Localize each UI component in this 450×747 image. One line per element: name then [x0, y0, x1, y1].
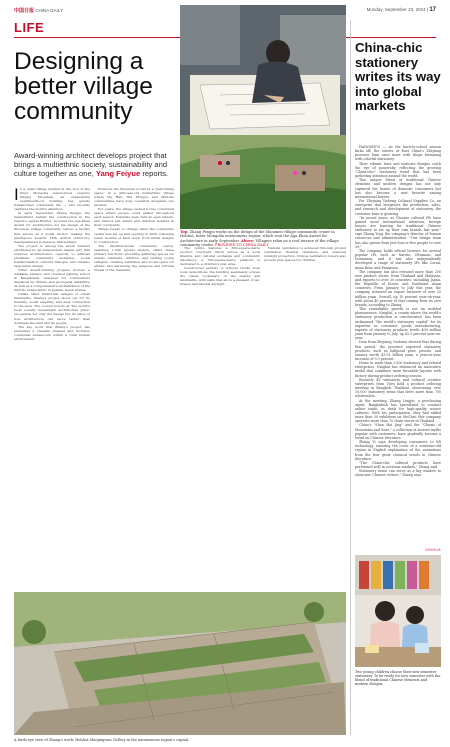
aerial-gallery-illustration — [14, 592, 346, 735]
article-column-2 — [94, 187, 174, 588]
sidebar-paragraph: For Zhejiang Yizheng Cultural Supplies Co, an enterprise that integrates the production, sales, and research and development of stationery, the customer base is growing. — [355, 199, 441, 216]
page-date: Monday, September 23, 2024 — [366, 7, 426, 12]
page-number: 17 — [429, 7, 436, 13]
sidebar-paragraph: HANGZHOU — As the back-to-school season kicks off, the streets of East China's Zhejiang province hum once more with shops brimming with colorful stationery. — [355, 145, 441, 162]
main-photo-caption — [180, 230, 346, 248]
article-column-1 — [14, 187, 90, 588]
dropcap: I — [14, 187, 19, 204]
sidebar-paragraph: China's "Shan Hai Jing" and the "Classic of Mountains and Seas," a collection of ancient myths popular with customers, have gradually become a trend on Chinese literature. — [355, 423, 441, 440]
sidebar-paragraph: This unique blend of traditional Chinese elements and modern designs has not only captured the hearts of domestic consumers but has also become a new favorite among international buyers. — [355, 178, 441, 199]
deck-text: Award-winning architect develops project that brings a multiethnic society, sustainability and culture together as one, — [14, 151, 168, 178]
article-paragraph: Natural ventilation is achieved through ground ventilation, thermal chambers, and seasonal sunlight protection. Unique ventilation towers also provide play spaces for children. — [264, 246, 346, 263]
sidebar-paragraph: The company has also released more than 200 new product series, from Thailand and Malaysia, and exports to over 30 countries, including Japan, the Republic of Korea, and Southeast Asian countries. From January to July this year, the company achieved an export turnover of over 20 million yuan. Overall, up 10 percent year-on-year, with about 40 percent of that coming from its own brands, according to Zhang. — [355, 269, 441, 307]
article-headline: Designing a better village community — [14, 48, 153, 125]
deck-byline: Yang Feiyue — [95, 169, 141, 178]
sidebar-paragraph: This remarkable growth is not an isolated phenomenon. Ninghai, a county where the world's stationery production is concentrated, has been nicknamed "the world's stationery capital" for its expertise in consumer goods manufacturing, exports of stationery products worth 400 million yuan from January to July, up 42.2 percent year-on-year. — [355, 307, 441, 341]
sidebar-paragraph: "The China-chic cultural products have performed well in overseas markets," Zhang said. — [355, 460, 441, 470]
article-column-4 — [264, 246, 346, 502]
children-stationery-illustration — [355, 555, 441, 667]
sidebar-paragraph: Recently 45 stationery and cultural creative enterprises from Yiwu held a product ordering meeting in Bangkok, Thailand, showcasing over 10,000 stationery items that drew more than 700 wholesalers. — [355, 377, 441, 399]
article-paragraph: The project is among the seven winners shortlisted by an independent master jury that explores architecture's capacity to address pluralism, community resilience, social transformation, cultural dialogue and climate-responsive design. — [14, 243, 90, 268]
article-column-3 — [180, 246, 260, 502]
article-paragraph: The multifunctional community centre, spanning 1,200 square meters, offers three primary functions: providing gathering spaces for elderly residents, children, and visiting young villagers; creating exhibition and social space for artists; and advancing the religious and cultural rituals of the residents. — [94, 243, 174, 272]
masthead-date-page: Monday, September 23, 2024 | 17 — [366, 7, 436, 13]
article-paragraph: Other award-winning projects include a walkable bamboo and riverbed gaming school in Bangladesh, designed for communities displaced by climate and geological instability, as well as a comprehensive revitalization of the historic urban fabric in Jeddah, Saudi Arabia. — [14, 267, 90, 293]
article-paragraph: In early September, Zhang Pengju, the mastermind behind the construction in the region's capital Hohhot, received the Aga Khan Award for Architecture for his design of the Shoumen village community center, a facility that serves as a social anchor, making the prestigious awards' 16th edition (2023-25), headquartered in Geneva, Switzerland. — [14, 211, 90, 244]
article-paragraph: Unlike other traditional designs of urban landmarks, Zhang's project stood out for its humility, social empathy, and deep connection to the area. The council honors as "the world's most socially meaningful architecture prize" recognizes not only the design but its ethos of how architecture can serve rather than dominate the land and its people. — [14, 292, 90, 325]
caption-text-above: Villagers relax on a roof terrace of the village community center. — [180, 238, 339, 248]
sidebar-paragraph: Home to more than 2,000 stationery and related enterprises, Ninghai has embraced an innovative model that combines more favorable layouts with factory during product ordering season. — [355, 361, 441, 378]
bottom-photo-caption: A birds-eye view of Zhang's work: Hohhot Shuijingwan Gallery in the autonomous region's capital. — [14, 738, 190, 742]
article-paragraph: Things began to change when the community centre was set up and opening in 2020, following seven months of hard work, from initial designs to construction. — [94, 227, 174, 244]
sidebar-paragraph: The company holds official licenses for several popular IPs, such as Naruto, Ultraman, and Doraemon, and it has also independently developed a range of stationery IPs like Coran, Anna Bear, and Panasonic. — [355, 248, 441, 270]
article-deck — [14, 151, 174, 178]
brand-cn: 中国日报 — [14, 8, 35, 14]
deck-byline-suffix: reports. — [140, 169, 169, 178]
sidebar-article-body — [355, 145, 441, 540]
sidebar-paragraph: Zhang Yi says developing consumers to lift technology, ensuring the cover of a centuries-old region in English explanation of the animations from the four great classical novels in Chinese literature. — [355, 440, 441, 461]
section-label: LIFE — [14, 20, 45, 35]
main-photo — [180, 5, 346, 229]
article-paragraph: However, the Shoumen would be a "performing space" in a 400-year-old multiethnic village where the Han, Hui Mongol, and Manchu communities have long coexisted alongside one another. — [94, 187, 174, 208]
sidebar-paragraph: Data from Zhejiang Customs showed that during this period, the province exported stationery products, such as ballpoint pens, pencils, and erasers worth $3.91 billion yuan, a year-on-year increase of 9.3 percent. — [355, 340, 441, 361]
brand-name: CHINA DAILY — [35, 8, 63, 13]
article-paragraph: The key word that Zhang's project has presented a sizeable channel and inclusive communal endeavours within a rural human environment. — [14, 324, 90, 341]
sidebar-photo — [355, 555, 441, 667]
sidebar-paragraph: "In recent years, as Chinese cultural IPs have gained more international attention, foreign buyers are hunting for traditional Chinese stationery to set up their own brands last year," says Zhang Ying, the company's director of human resources and administration. "Our design team has also grown from just four or five people to over 30." — [355, 215, 441, 249]
article-paragraph: n a quiet village nestled at the foot of the Inner Mongolia autonomous region's Daqing Mountain, an unassuming neighbourhood building has quietly transformed community life — and recently captured the world's attention. — [14, 187, 90, 212]
sidebar-paragraph: At the meeting, Zhang Lingjie, a purchasing agent, Bangladesh has specialized to conduct online trade, as deals for high-quality source cultures. With his participation, they had added more than 30 exhibitors on WeChat. Her company operates more than 70 chain stores in Thailand. — [355, 398, 441, 424]
sidebar-divider — [350, 20, 351, 735]
sidebar-headline: China-chic stationery writes its way into global markets — [355, 40, 441, 113]
bottom-photo — [14, 592, 346, 735]
sidebar-paragraph: Their vibrant hues and intricate designs catch the eye of passersby, reflecting the growing "China-chic" stationery trend that has been gathering attention around the world. — [355, 161, 441, 179]
sidebar-paragraph: Stationery items can serve as a big window to showcase Chinese culture," Zhang says. — [355, 469, 441, 478]
article-paragraph: For years, the village lacked a true communal space where people could gather throughout each season. Festivals were held in open streets, and visitors left elders and children isolated in their courtyards. — [94, 207, 174, 228]
main-photo-illustration — [180, 5, 346, 229]
caption-prefix-top: Top: — [180, 230, 189, 234]
masthead-brand — [14, 7, 63, 14]
caption-prefix-above: Above: — [239, 238, 255, 243]
caption-text-top: Zhang Pengju works on the design of the Shoumen village community center in Hohhot, Inner Mongolia autonomous region, which won the Aga Khan Award for Architecture in early September. — [180, 230, 335, 243]
sidebar-photo-caption: Two young children choose their new semester stationery. To be ready for new semester with the blend of traditional Chinese elements and modern designs. — [355, 670, 441, 687]
sidebar-byline: XINHUA — [425, 548, 441, 552]
article-paragraph: The centre features a 600-square-metre product courtyard which serves as a local lifestyle and cultural exchange and community laboratory. A 700-square-metre platform is dedicated to a children's play area. — [180, 246, 260, 267]
article-paragraph: Constructed entirely of leftover bricks from local demolitions, the building seamlessly echoes the visual vocabulary of the nearby ash landmarks, with walls that allow a pleasant cross-breeze and natural daylight. — [180, 266, 260, 287]
photo-credit: PROVIDED TO CHINA DAILY — [215, 243, 269, 248]
